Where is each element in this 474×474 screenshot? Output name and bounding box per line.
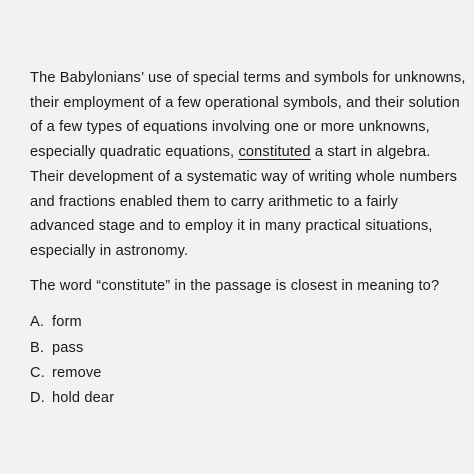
option-letter: A.	[30, 314, 45, 331]
reading-passage	[30, 66, 470, 264]
option-a[interactable]	[30, 310, 470, 335]
option-text: pass	[52, 339, 84, 356]
passage-text: especially quadratic equations,	[30, 144, 239, 161]
passage-line: advanced stage and to employ it in many practical situations,	[30, 218, 433, 235]
option-c[interactable]	[30, 361, 470, 386]
passage-line: their employment of a few operational symbols, and their solution	[30, 94, 460, 111]
passage-line: The Babylonians’ use of special terms and symbols for unknowns,	[30, 70, 466, 86]
option-b[interactable]	[30, 336, 470, 361]
passage-line: Their development of a systematic way of writing whole numbers	[30, 168, 458, 185]
option-letter: D.	[30, 390, 45, 407]
passage-text: a start in algebra.	[310, 144, 431, 161]
passage-line: of a few types of equations involving one or more unknowns,	[30, 119, 430, 136]
option-text: form	[52, 314, 82, 331]
passage-line: and fractions enabled them to carry arithmetic to a fairly	[30, 193, 399, 210]
option-text: remove	[52, 364, 102, 381]
question-card	[30, 66, 470, 412]
option-letter: C.	[30, 364, 45, 381]
answer-options	[30, 310, 470, 411]
passage-line	[30, 140, 470, 165]
option-letter: B.	[30, 339, 45, 356]
question-text: The word “constitute” in the passage is closest in meaning to?	[30, 277, 440, 294]
option-d[interactable]	[30, 386, 470, 411]
option-text: hold dear	[52, 390, 115, 407]
highlighted-word: constituted	[238, 144, 311, 161]
passage-line: especially in astronomy.	[30, 242, 189, 259]
